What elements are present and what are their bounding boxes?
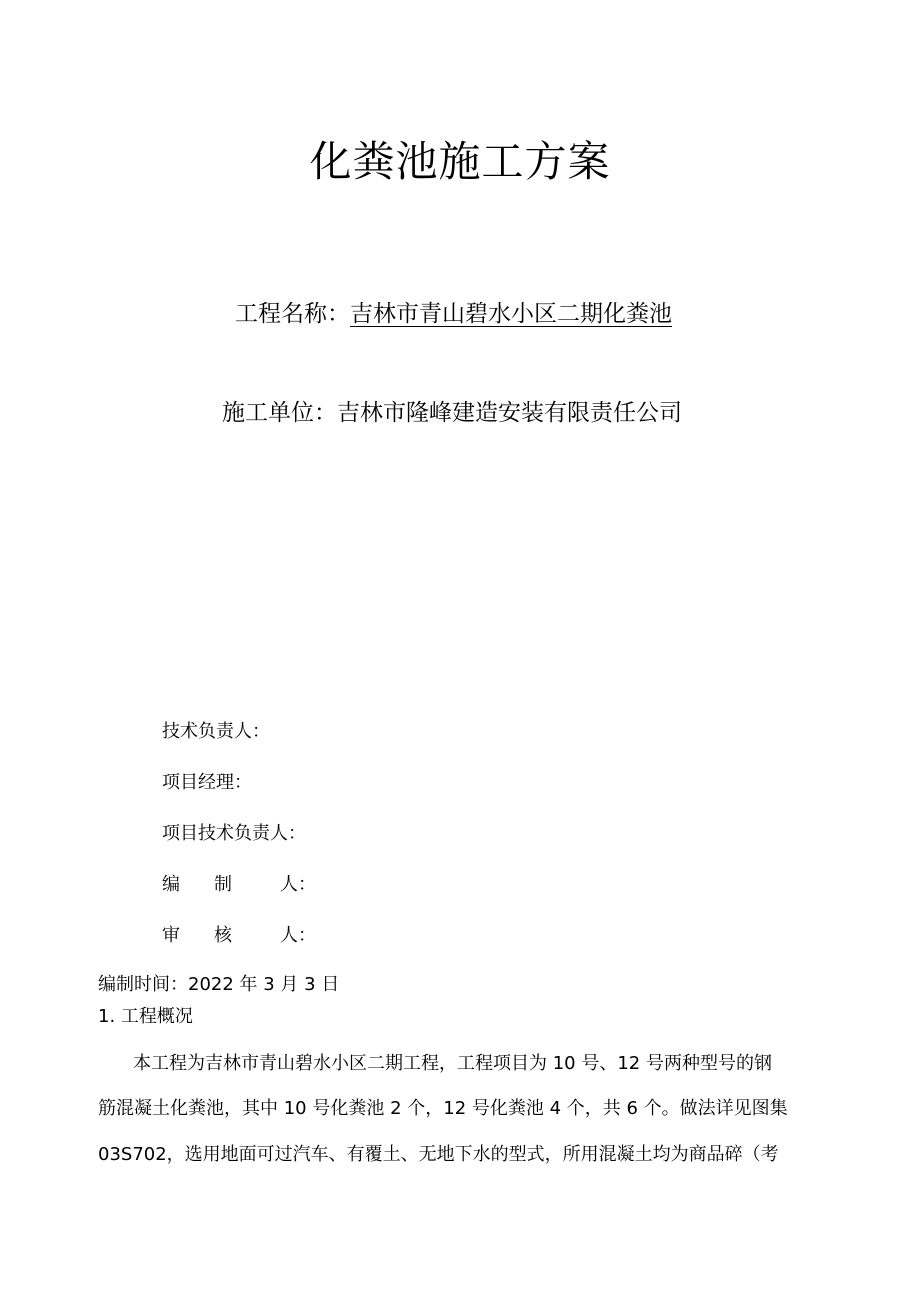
compiler-char-1: 编 (162, 874, 180, 895)
reviewer-char-1: 审 (162, 925, 180, 946)
paragraph-line: 筋混凝土化粪池，其中 10 号化粪池 2 个，12 号化粪池 4 个，共 6 个。做法详见图集 (98, 1098, 788, 1119)
compiler-char-2: 制 (214, 874, 232, 895)
construction-unit-line (222, 397, 682, 429)
document-title: 化粪池施工方案 (309, 137, 611, 186)
paragraph-line: 本工程为吉林市青山碧水小区二期工程，工程项目为 10 号、12 号两种型号的钢 (133, 1053, 772, 1074)
project-name-label: 工程名称： (235, 301, 350, 327)
signature-reviewer (162, 923, 316, 949)
signature-tech-lead: 技术负责人： (162, 721, 270, 742)
signature-compiler (162, 872, 316, 898)
construction-unit-value: 吉林市隆峰建造安装有限责任公司 (337, 400, 682, 426)
signature-project-tech-lead: 项目技术负责人： (162, 823, 306, 844)
compiler-colon: ： (298, 874, 316, 895)
compiler-char-3: 人 (280, 874, 298, 895)
reviewer-colon: ： (298, 925, 316, 946)
project-name-value: 吉林市青山碧水小区二期化粪池 (350, 301, 672, 327)
signature-project-manager: 项目经理： (162, 772, 252, 793)
project-name-line (235, 298, 672, 330)
paragraph-line: 03S702，选用地面可过汽车、有覆土、无地下水的型式，所用混凝土均为商品碎（考 (98, 1144, 779, 1165)
construction-unit-label: 施工单位： (222, 400, 337, 426)
reviewer-char-3: 人 (280, 925, 298, 946)
section-heading: 1. 工程概况 (98, 1006, 193, 1027)
reviewer-char-2: 核 (214, 925, 232, 946)
compile-date: 编制时间：2022 年 3 月 3 日 (98, 974, 340, 995)
